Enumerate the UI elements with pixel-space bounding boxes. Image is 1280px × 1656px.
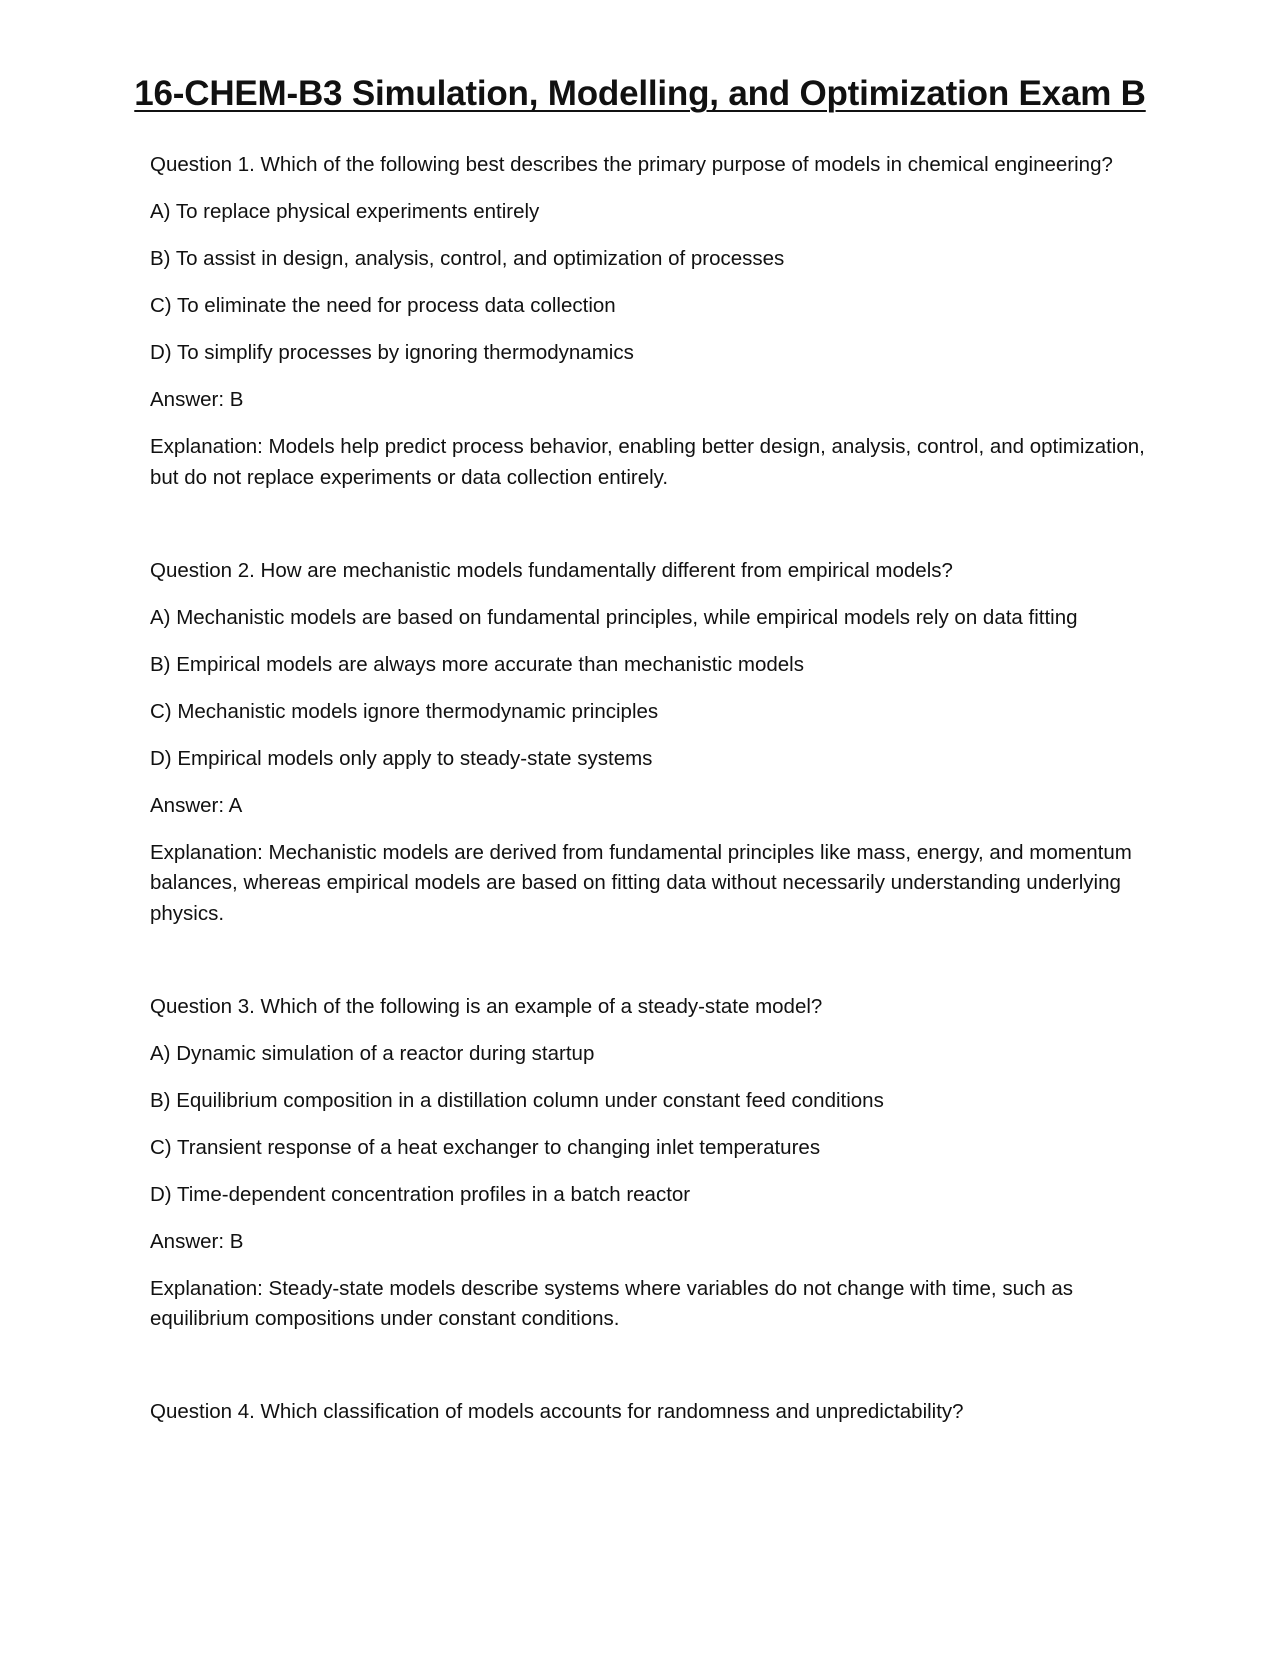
- question-block-3: [150, 992, 1150, 1335]
- explanation-text: Explanation: Steady-state models describe systems where variables do not change with time, such as equilibrium compositions under constant conditions.: [150, 1276, 1073, 1330]
- question-block-1: [150, 150, 1150, 493]
- option-d: D) To simplify processes by ignoring thermodynamics: [150, 341, 634, 364]
- option-c: C) Mechanistic models ignore thermodynamic principles: [150, 699, 659, 723]
- option-c: C) Transient response of a heat exchanger to changing inlet temperatures: [150, 1135, 821, 1159]
- question-text: Question 1. Which of the following best describes the primary purpose of models in chemical engineering?: [150, 153, 1113, 176]
- explanation-text: Explanation: Mechanistic models are derived from fundamental principles like mass, energy, and momentum balances, whereas empirical models are based on fitting data without necessarily understanding underlying physics.: [150, 840, 1132, 925]
- option-d: D) Empirical models only apply to steady-state systems: [150, 746, 653, 770]
- option-a: A) To replace physical experiments entirely: [150, 200, 540, 223]
- answer-text: Answer: B: [150, 388, 244, 411]
- question-spacer: [150, 946, 1150, 992]
- option-b: B) Equilibrium composition in a distillation column under constant feed conditions: [150, 1088, 884, 1112]
- document-title: 16-CHEM-B3 Simulation, Modelling, and Optimization Exam B: [134, 74, 1146, 113]
- answer-text: Answer: B: [150, 1229, 244, 1253]
- option-c: C) To eliminate the need for process data collection: [150, 294, 616, 317]
- question-spacer: [150, 1351, 1150, 1397]
- option-b: B) Empirical models are always more accurate than mechanistic models: [150, 652, 804, 676]
- option-b: B) To assist in design, analysis, control, and optimization of processes: [150, 247, 785, 270]
- question-text: Question 2. How are mechanistic models fundamentally different from empirical models?: [150, 558, 953, 582]
- question-list: [150, 150, 1150, 1444]
- option-d: D) Time-dependent concentration profiles in a batch reactor: [150, 1182, 691, 1206]
- option-a: A) Mechanistic models are based on fundamental principles, while empirical models rely on data fitting: [150, 605, 1078, 629]
- question-block-4: [150, 1397, 1150, 1428]
- question-block-2: [150, 556, 1150, 930]
- option-a: A) Dynamic simulation of a reactor during startup: [150, 1041, 595, 1065]
- answer-text: Answer: A: [150, 793, 243, 817]
- question-text: Question 4. Which classification of models accounts for randomness and unpredictability?: [150, 1400, 964, 1423]
- question-spacer: [150, 510, 1150, 556]
- explanation-text: Explanation: Models help predict process behavior, enabling better design, analysis, control, and optimization, but do not replace experiments or data collection entirely.: [150, 435, 1145, 489]
- question-text: Question 3. Which of the following is an example of a steady-state model?: [150, 994, 823, 1018]
